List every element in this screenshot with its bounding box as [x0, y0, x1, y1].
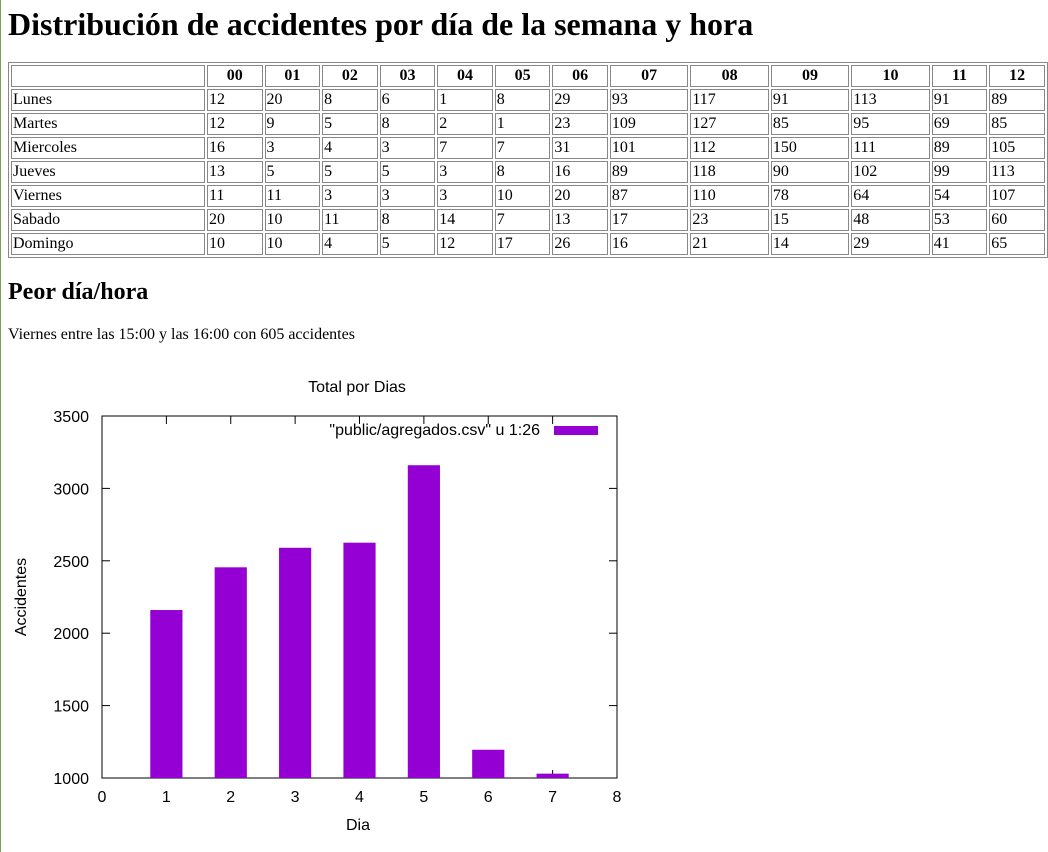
x-tick-label: 2: [226, 789, 236, 806]
table-value-cell: 8: [495, 89, 551, 111]
table-value-cell: 3: [380, 137, 436, 159]
table-value-cell: 54: [932, 185, 988, 207]
table-value-cell: 101: [610, 137, 688, 159]
table-row: [11, 161, 1045, 183]
table-value-cell: 90: [771, 161, 849, 183]
table-day-cell: Miercoles: [11, 137, 205, 159]
x-tick-label: 5: [419, 789, 429, 806]
x-tick-label: 6: [483, 789, 493, 806]
table-value-cell: 8: [495, 161, 551, 183]
table-header-hour: 07: [610, 65, 688, 87]
x-tick-label: 0: [97, 789, 107, 806]
page-title: Distribución de accidentes por día de la semana y hora: [8, 6, 754, 42]
bar-chart: [0, 365, 640, 852]
table-value-cell: 12: [207, 89, 263, 111]
table-value-cell: 20: [265, 89, 321, 111]
table-value-cell: 117: [690, 89, 768, 111]
y-tick-label: 1500: [53, 698, 89, 716]
bar: [279, 548, 311, 778]
table-header-hour: 01: [265, 65, 321, 87]
table-value-cell: 3: [380, 185, 436, 207]
table-value-cell: 12: [437, 233, 493, 255]
table-value-cell: 20: [552, 185, 608, 207]
x-tick-label: 3: [290, 789, 300, 806]
table-day-cell: Martes: [11, 113, 205, 135]
table-value-cell: 65: [989, 233, 1045, 255]
y-tick-label: 2500: [53, 553, 89, 571]
table-value-cell: 17: [610, 209, 688, 231]
table-header-hour: 03: [380, 65, 436, 87]
table-header-hour: 02: [322, 65, 378, 87]
table-value-cell: 112: [690, 137, 768, 159]
table-value-cell: 41: [932, 233, 988, 255]
table-value-cell: 5: [322, 161, 378, 183]
table-value-cell: 8: [380, 209, 436, 231]
table-value-cell: 14: [437, 209, 493, 231]
table-value-cell: 10: [495, 185, 551, 207]
table-header-corner: [11, 65, 205, 87]
table-value-cell: 15: [771, 209, 849, 231]
table-value-cell: 11: [322, 209, 378, 231]
table-value-cell: 111: [851, 137, 929, 159]
bars-group: [150, 465, 568, 778]
table-value-cell: 85: [771, 113, 849, 135]
table-value-cell: 13: [207, 161, 263, 183]
bar: [408, 465, 440, 778]
table-value-cell: 48: [851, 209, 929, 231]
table-value-cell: 118: [690, 161, 768, 183]
table-value-cell: 7: [495, 137, 551, 159]
table-value-cell: 9: [265, 113, 321, 135]
table-value-cell: 69: [932, 113, 988, 135]
table-row: [11, 209, 1045, 231]
table-row: [11, 89, 1045, 111]
bar: [343, 543, 375, 778]
table-value-cell: 7: [437, 137, 493, 159]
y-axis: [53, 409, 617, 788]
table-value-cell: 89: [989, 89, 1045, 111]
table-value-cell: 6: [380, 89, 436, 111]
table-value-cell: 4: [322, 137, 378, 159]
table-value-cell: 60: [989, 209, 1045, 231]
x-tick-label: 4: [355, 789, 364, 806]
table-header-row: [11, 65, 1045, 87]
bar: [215, 567, 247, 778]
table-value-cell: 3: [437, 161, 493, 183]
table-value-cell: 8: [322, 89, 378, 111]
y-tick-label: 3000: [53, 481, 89, 499]
bar: [537, 774, 569, 778]
table-value-cell: 91: [771, 89, 849, 111]
table-value-cell: 102: [851, 161, 929, 183]
x-tick-label: 7: [548, 789, 558, 806]
table-value-cell: 109: [610, 113, 688, 135]
y-tick-label: 2000: [53, 626, 89, 644]
table-value-cell: 91: [932, 89, 988, 111]
y-tick-label: 1000: [53, 771, 89, 788]
table-day-cell: Viernes: [11, 185, 205, 207]
legend-swatch: [554, 426, 598, 435]
table-day-cell: Jueves: [11, 161, 205, 183]
accidents-table: [8, 62, 1048, 258]
table-value-cell: 20: [207, 209, 263, 231]
table-header-hour: 04: [437, 65, 493, 87]
table-row: [11, 185, 1045, 207]
table-value-cell: 1: [437, 89, 493, 111]
table-header-hour: 08: [690, 65, 768, 87]
table-value-cell: 93: [610, 89, 688, 111]
table-value-cell: 53: [932, 209, 988, 231]
bar: [472, 750, 504, 778]
table-container: [8, 62, 1026, 258]
table-row: [11, 233, 1045, 255]
y-axis-label: Accidentes: [13, 557, 30, 637]
bar: [150, 610, 182, 778]
table-value-cell: 10: [207, 233, 263, 255]
table-day-cell: Domingo: [11, 233, 205, 255]
legend-label: "public/agregados.csv" u 1:26: [329, 422, 540, 439]
table-value-cell: 105: [989, 137, 1045, 159]
table-body: [11, 89, 1045, 255]
table-value-cell: 89: [932, 137, 988, 159]
x-tick-label: 1: [161, 789, 171, 806]
table-header-hour: 06: [552, 65, 608, 87]
table-value-cell: 29: [851, 233, 929, 255]
table-value-cell: 3: [322, 185, 378, 207]
table-day-cell: Sabado: [11, 209, 205, 231]
table-value-cell: 113: [989, 161, 1045, 183]
table-value-cell: 13: [552, 209, 608, 231]
table-value-cell: 17: [495, 233, 551, 255]
table-value-cell: 14: [771, 233, 849, 255]
table-value-cell: 150: [771, 137, 849, 159]
table-value-cell: 3: [437, 185, 493, 207]
table-value-cell: 99: [932, 161, 988, 183]
chart-title: Total por Dias: [308, 379, 406, 396]
table-value-cell: 87: [610, 185, 688, 207]
table-value-cell: 26: [552, 233, 608, 255]
table-header-hour: 10: [851, 65, 929, 87]
table-value-cell: 16: [552, 161, 608, 183]
table-value-cell: 110: [690, 185, 768, 207]
table-value-cell: 78: [771, 185, 849, 207]
table-value-cell: 95: [851, 113, 929, 135]
table-value-cell: 5: [322, 113, 378, 135]
table-header-hour: 11: [932, 65, 988, 87]
table-value-cell: 5: [380, 161, 436, 183]
table-row: [11, 113, 1045, 135]
table-value-cell: 4: [322, 233, 378, 255]
table-header-hour: 05: [495, 65, 551, 87]
table-value-cell: 29: [552, 89, 608, 111]
table-value-cell: 5: [380, 233, 436, 255]
table-value-cell: 8: [380, 113, 436, 135]
table-day-cell: Lunes: [11, 89, 205, 111]
table-value-cell: 113: [851, 89, 929, 111]
section-title: Peor día/hora: [8, 279, 149, 305]
table-header-hour: 12: [989, 65, 1045, 87]
table-value-cell: 2: [437, 113, 493, 135]
table-value-cell: 21: [690, 233, 768, 255]
table-value-cell: 107: [989, 185, 1045, 207]
table-value-cell: 10: [265, 209, 321, 231]
table-value-cell: 5: [265, 161, 321, 183]
table-value-cell: 7: [495, 209, 551, 231]
table-header-hour: 09: [771, 65, 849, 87]
table-value-cell: 89: [610, 161, 688, 183]
table-value-cell: 3: [265, 137, 321, 159]
table-value-cell: 1: [495, 113, 551, 135]
table-value-cell: 11: [265, 185, 321, 207]
table-header-hour: 00: [207, 65, 263, 87]
table-value-cell: 10: [265, 233, 321, 255]
table-value-cell: 31: [552, 137, 608, 159]
x-axis-label: Dia: [345, 817, 371, 834]
table-value-cell: 23: [690, 209, 768, 231]
x-tick-label: 8: [612, 789, 622, 806]
table-value-cell: 127: [690, 113, 768, 135]
table-value-cell: 16: [207, 137, 263, 159]
table-value-cell: 11: [207, 185, 263, 207]
table-value-cell: 12: [207, 113, 263, 135]
table-value-cell: 64: [851, 185, 929, 207]
table-value-cell: 85: [989, 113, 1045, 135]
table-row: [11, 137, 1045, 159]
table-value-cell: 23: [552, 113, 608, 135]
y-tick-label: 3500: [53, 409, 89, 426]
table-value-cell: 16: [610, 233, 688, 255]
worst-summary: Viernes entre las 15:00 y las 16:00 con 605 accidentes: [8, 326, 355, 343]
legend: [329, 422, 598, 439]
